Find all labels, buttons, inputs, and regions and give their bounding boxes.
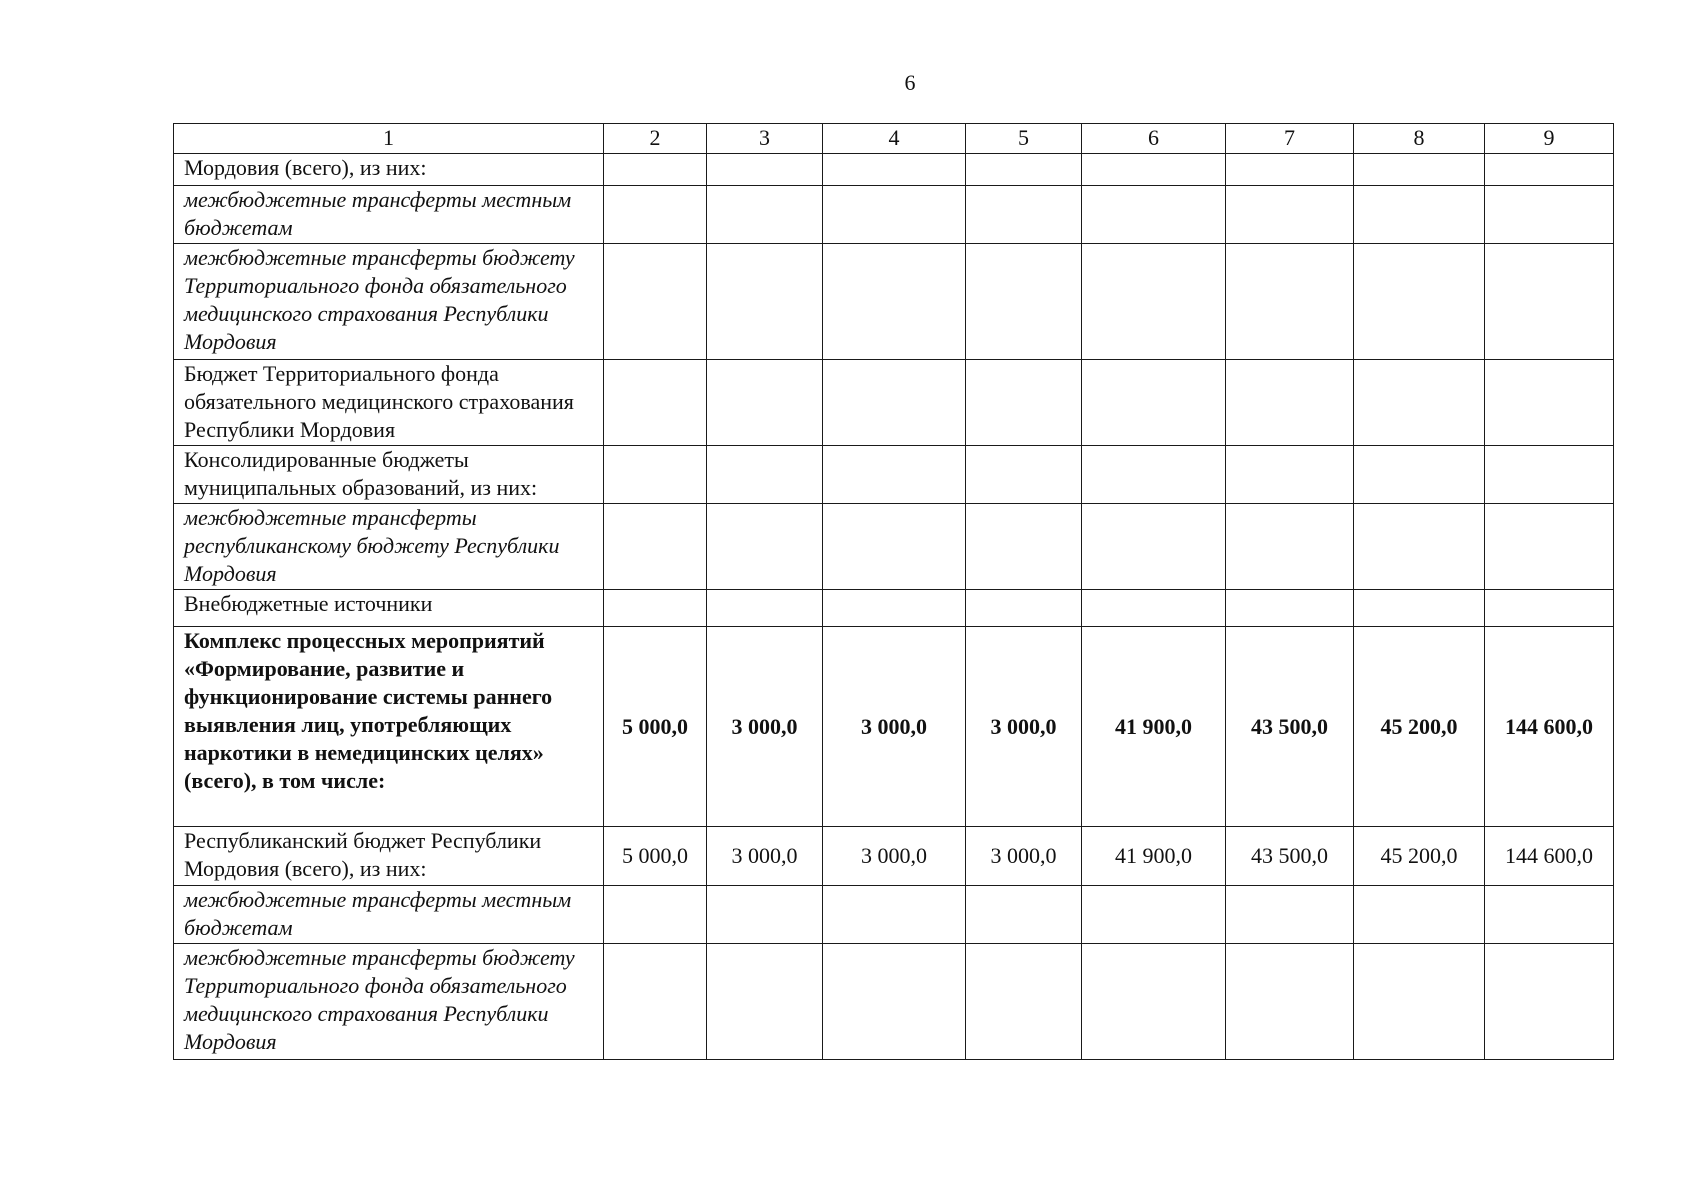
value-cell xyxy=(604,504,707,590)
value-cell xyxy=(966,154,1082,186)
value-cell xyxy=(1485,504,1614,590)
value-cell xyxy=(604,886,707,944)
value-cell: 43 500,0 xyxy=(1226,827,1354,886)
value-cell xyxy=(1485,590,1614,627)
header-row xyxy=(174,124,1614,154)
value-cell xyxy=(823,446,966,504)
value-cell xyxy=(604,244,707,360)
value-cell: 144 600,0 xyxy=(1485,827,1614,886)
value-cell xyxy=(1485,186,1614,244)
table-row xyxy=(174,446,1614,504)
value-cell xyxy=(1226,944,1354,1060)
value-cell: 3 000,0 xyxy=(966,627,1082,827)
column-header: 7 xyxy=(1226,124,1354,154)
value-cell xyxy=(1226,154,1354,186)
value-cell xyxy=(1226,504,1354,590)
table-row xyxy=(174,627,1614,827)
value-cell xyxy=(1485,944,1614,1060)
value-cell: 5 000,0 xyxy=(604,627,707,827)
value-cell xyxy=(1082,244,1226,360)
value-cell: 3 000,0 xyxy=(823,627,966,827)
value-cell xyxy=(604,360,707,446)
column-header: 8 xyxy=(1354,124,1485,154)
value-cell xyxy=(707,154,823,186)
value-cell xyxy=(1082,446,1226,504)
value-cell xyxy=(1226,590,1354,627)
value-cell xyxy=(966,446,1082,504)
row-label: Мордовия (всего), из них: xyxy=(174,154,604,186)
value-cell xyxy=(707,446,823,504)
value-cell xyxy=(823,886,966,944)
row-label: Бюджет Территориального фонда обязательного медицинского страхования Республики Мордовия xyxy=(174,360,604,446)
row-label: Внебюджетные источники xyxy=(174,590,604,627)
table-row xyxy=(174,244,1614,360)
value-cell xyxy=(1082,944,1226,1060)
row-label: Комплекс процессных мероприятий «Формирование, развитие и функционирование системы раннего выявления лиц, употребляющих наркотики в немедицинских целях» (всего), в том числе: xyxy=(174,627,604,827)
value-cell xyxy=(823,504,966,590)
column-header: 5 xyxy=(966,124,1082,154)
value-cell xyxy=(1354,944,1485,1060)
value-cell xyxy=(1082,886,1226,944)
value-cell xyxy=(966,244,1082,360)
column-header: 9 xyxy=(1485,124,1614,154)
page-number: 6 xyxy=(904,70,916,95)
column-header: 2 xyxy=(604,124,707,154)
value-cell xyxy=(966,886,1082,944)
value-cell xyxy=(1082,590,1226,627)
column-header: 6 xyxy=(1082,124,1226,154)
value-cell xyxy=(823,360,966,446)
value-cell xyxy=(707,886,823,944)
value-cell: 144 600,0 xyxy=(1485,627,1614,827)
value-cell xyxy=(966,944,1082,1060)
value-cell: 3 000,0 xyxy=(707,827,823,886)
value-cell xyxy=(1354,886,1485,944)
value-cell xyxy=(1354,446,1485,504)
table-row xyxy=(174,504,1614,590)
value-cell xyxy=(1226,186,1354,244)
value-cell xyxy=(1354,244,1485,360)
value-cell xyxy=(604,446,707,504)
value-cell xyxy=(1354,186,1485,244)
value-cell xyxy=(1354,360,1485,446)
table-row xyxy=(174,360,1614,446)
value-cell xyxy=(707,360,823,446)
value-cell: 41 900,0 xyxy=(1082,627,1226,827)
value-cell: 45 200,0 xyxy=(1354,827,1485,886)
row-label: межбюджетные трансферты бюджету Территориального фонда обязательного медицинского страхования Республики Мордовия xyxy=(174,244,604,360)
value-cell xyxy=(1226,244,1354,360)
row-label: Республиканский бюджет Республики Мордовия (всего), из них: xyxy=(174,827,604,886)
value-cell: 3 000,0 xyxy=(966,827,1082,886)
value-cell xyxy=(1485,154,1614,186)
value-cell xyxy=(1485,244,1614,360)
column-header: 3 xyxy=(707,124,823,154)
table-row xyxy=(174,154,1614,186)
value-cell xyxy=(707,590,823,627)
value-cell xyxy=(1226,360,1354,446)
value-cell xyxy=(1354,504,1485,590)
table-row xyxy=(174,944,1614,1060)
row-label: межбюджетные трансферты бюджету Территориального фонда обязательного медицинского страхования Республики Мордовия xyxy=(174,944,604,1060)
value-cell xyxy=(1485,886,1614,944)
value-cell xyxy=(823,590,966,627)
value-cell xyxy=(966,590,1082,627)
value-cell: 3 000,0 xyxy=(707,627,823,827)
value-cell xyxy=(1082,360,1226,446)
table-row xyxy=(174,186,1614,244)
value-cell xyxy=(1485,360,1614,446)
row-label: межбюджетные трансферты местным бюджетам xyxy=(174,186,604,244)
value-cell xyxy=(604,944,707,1060)
table-row xyxy=(174,827,1614,886)
budget-table xyxy=(173,123,1614,1060)
value-cell xyxy=(1485,446,1614,504)
value-cell xyxy=(1354,154,1485,186)
value-cell: 45 200,0 xyxy=(1354,627,1485,827)
value-cell xyxy=(707,186,823,244)
value-cell xyxy=(1226,446,1354,504)
row-label: межбюджетные трансферты местным бюджетам xyxy=(174,886,604,944)
value-cell xyxy=(823,244,966,360)
value-cell xyxy=(1354,590,1485,627)
value-cell: 43 500,0 xyxy=(1226,627,1354,827)
value-cell xyxy=(966,360,1082,446)
value-cell xyxy=(1082,504,1226,590)
row-label: Консолидированные бюджеты муниципальных образований, из них: xyxy=(174,446,604,504)
value-cell xyxy=(707,504,823,590)
row-label: межбюджетные трансферты республиканскому бюджету Республики Мордовия xyxy=(174,504,604,590)
value-cell xyxy=(966,186,1082,244)
table-row xyxy=(174,590,1614,627)
value-cell: 3 000,0 xyxy=(823,827,966,886)
value-cell xyxy=(604,154,707,186)
value-cell xyxy=(966,504,1082,590)
value-cell xyxy=(604,590,707,627)
value-cell xyxy=(604,186,707,244)
value-cell xyxy=(1082,186,1226,244)
value-cell xyxy=(823,944,966,1060)
value-cell xyxy=(707,944,823,1060)
value-cell xyxy=(1226,886,1354,944)
value-cell xyxy=(823,186,966,244)
value-cell xyxy=(823,154,966,186)
value-cell: 5 000,0 xyxy=(604,827,707,886)
value-cell xyxy=(1082,154,1226,186)
column-header: 4 xyxy=(823,124,966,154)
table-row xyxy=(174,886,1614,944)
value-cell xyxy=(707,244,823,360)
value-cell: 41 900,0 xyxy=(1082,827,1226,886)
column-header: 1 xyxy=(174,124,604,154)
